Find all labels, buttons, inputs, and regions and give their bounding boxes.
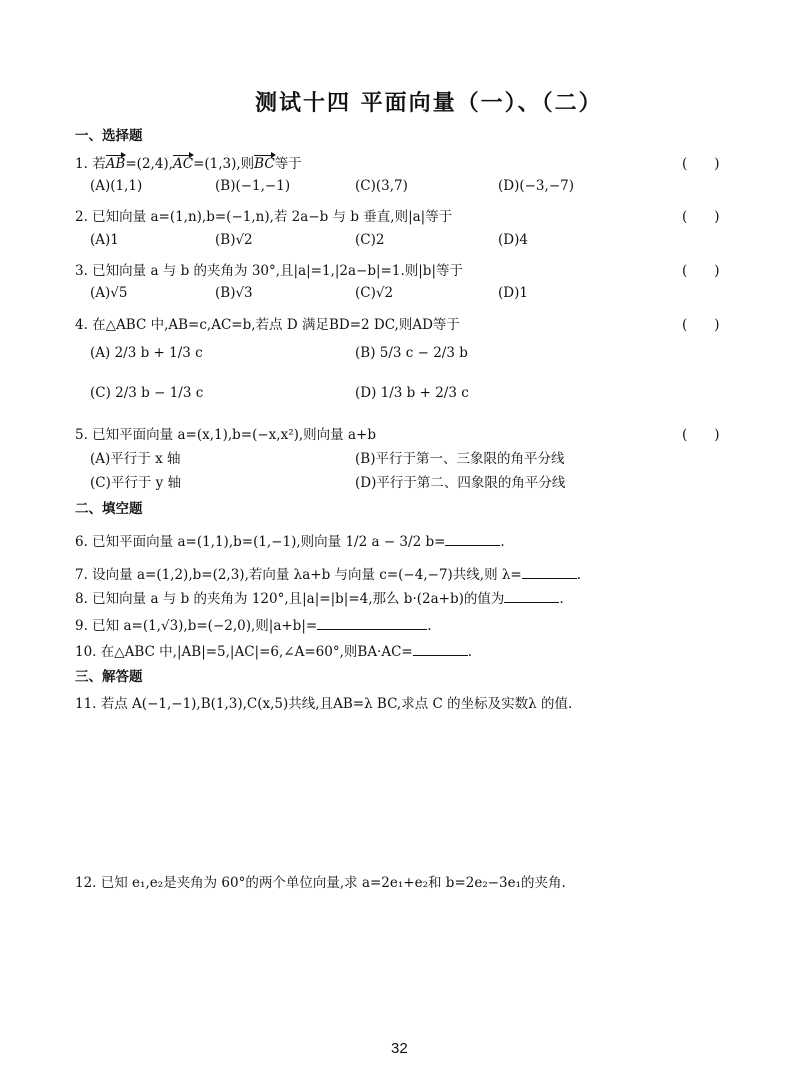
q4-option-c: (C) 2/3 b − 1/3 c	[90, 385, 204, 401]
q2-option-c: (C)2	[355, 232, 385, 248]
q2-option-b: (B)√2	[215, 232, 253, 248]
vector-ac: AC	[172, 156, 194, 172]
q5-option-c: (C)平行于 y 轴	[90, 475, 182, 491]
q3-option-a: (A)√5	[90, 285, 128, 301]
question-5: 5. 已知平面向量 a=(x,1),b=(−x,x²),则向量 a+b	[75, 427, 376, 443]
q5-option-a: (A)平行于 x 轴	[90, 451, 181, 467]
vector-ab: AB	[105, 156, 126, 172]
q3-option-d: (D)1	[498, 285, 528, 301]
question-6: 6. 已知平面向量 a=(1,1),b=(1,−1),则向量 1/2 a − 3/2 b= .	[75, 534, 505, 550]
question-8: 8. 已知向量 a 与 b 的夹角为 120°,且|a|=|b|=4,那么 b·(2a+b)的值为 .	[75, 591, 564, 607]
answer-paren-5: ( )	[682, 427, 720, 443]
q4-option-a: (A) 2/3 b + 1/3 c	[90, 345, 203, 361]
question-10: 10. 在△ABC 中,|AB|=5,|AC|=6,∠A=60°,则BA·AC= .	[75, 644, 473, 660]
section-heading-choice: 一、选择题	[75, 128, 143, 144]
answer-paren-3: ( )	[682, 263, 720, 279]
question-3: 3. 已知向量 a 与 b 的夹角为 30°,且|a|=1,|2a−b|=1.则|b|等于	[75, 263, 463, 279]
q1-option-a: (A)(1,1)	[90, 178, 143, 194]
q4-option-b: (B) 5/3 c − 2/3 b	[355, 345, 468, 361]
q2-option-d: (D)4	[498, 232, 528, 248]
q3-option-b: (B)√3	[215, 285, 253, 301]
question-12: 12. 已知 e₁,e₂是夹角为 60°的两个单位向量,求 a=2e₁+e₂和 b=2e₂−3e₁的夹角.	[75, 875, 566, 891]
section-heading-answer: 三、解答题	[75, 669, 143, 685]
answer-paren-2: ( )	[682, 209, 720, 225]
vector-bc: BC	[254, 156, 275, 172]
answer-paren-4: ( )	[682, 317, 720, 333]
question-9: 9. 已知 a=(1,√3),b=(−2,0),则|a+b|= .	[75, 618, 432, 634]
question-7: 7. 设向量 a=(1,2),b=(2,3),若向量 λa+b 与向量 c=(−4,−7)共线,则 λ= .	[75, 567, 582, 583]
question-2: 2. 已知向量 a=(1,n),b=(−1,n),若 2a−b 与 b 垂直,则|a|等于	[75, 209, 453, 225]
answer-blank-10[interactable]	[413, 643, 468, 656]
q5-option-b: (B)平行于第一、三象限的角平分线	[355, 451, 565, 467]
answer-blank-8[interactable]	[504, 590, 559, 603]
page-number: 32	[391, 1040, 408, 1057]
section-heading-fill: 二、填空题	[75, 501, 143, 517]
question-4: 4. 在△ABC 中,AB=c,AC=b,若点 D 满足BD=2 DC,则AD等于	[75, 317, 460, 333]
answer-paren-1: ( )	[682, 156, 720, 172]
q1-option-d: (D)(−3,−7)	[498, 178, 574, 194]
answer-blank-7[interactable]	[522, 566, 577, 579]
q5-option-d: (D)平行于第二、四象限的角平分线	[355, 475, 566, 491]
question-11: 11. 若点 A(−1,−1),B(1,3),C(x,5)共线,且AB=λ BC,求点 C 的坐标及实数λ 的值.	[75, 696, 573, 712]
q1-option-c: (C)(3,7)	[355, 178, 408, 194]
q3-option-c: (C)√2	[355, 285, 394, 301]
q4-option-d: (D) 1/3 b + 2/3 c	[355, 385, 469, 401]
page-title: 测试十四 平面向量（一）、（二）	[255, 90, 603, 116]
q2-option-a: (A)1	[90, 232, 119, 248]
answer-blank-9[interactable]	[317, 617, 427, 630]
question-1: 1. 若AB=(2,4),AC=(1,3),则BC等于	[75, 156, 302, 172]
answer-blank-6[interactable]	[445, 533, 500, 546]
q1-option-b: (B)(−1,−1)	[215, 178, 291, 194]
